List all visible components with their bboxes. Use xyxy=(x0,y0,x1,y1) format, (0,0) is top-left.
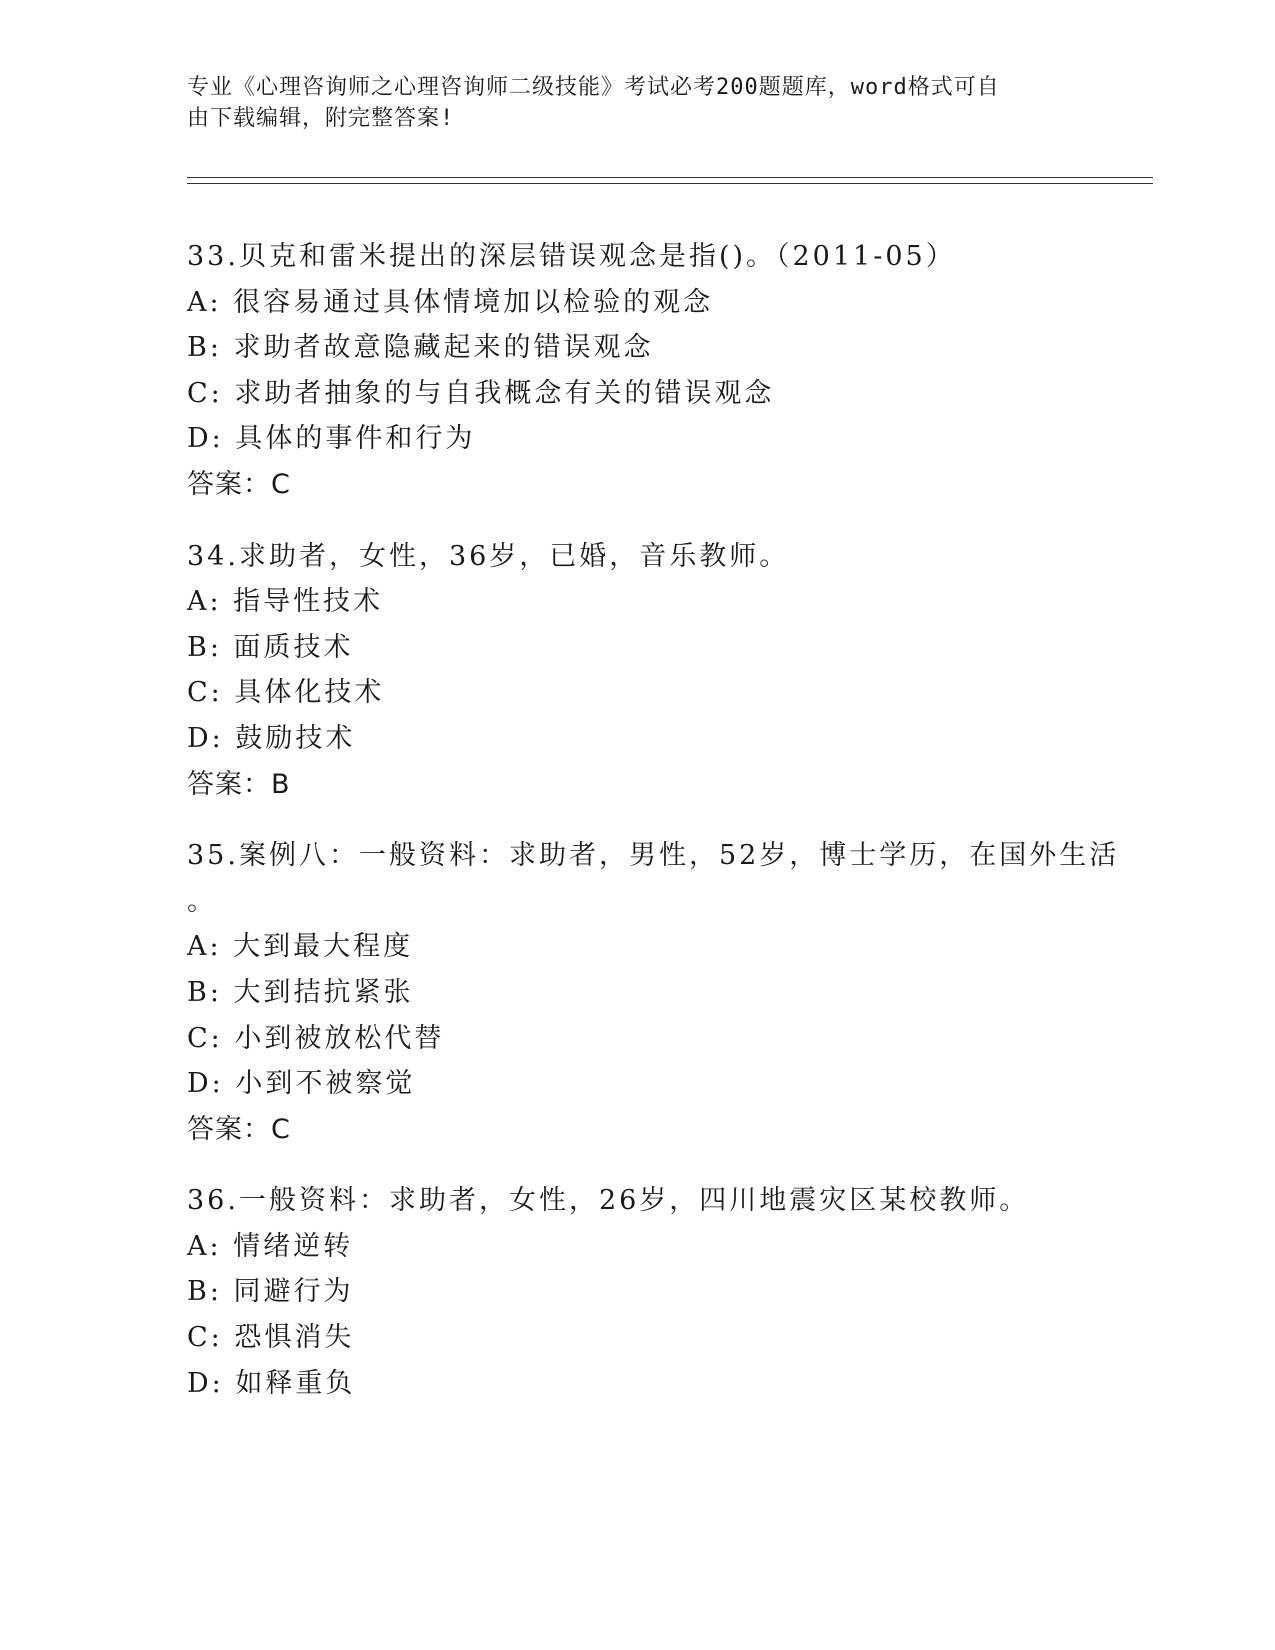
question-stem: 34.求助者，女性，36岁，已婚，音乐教师。 xyxy=(187,540,790,572)
option-d: D: 小到不被察觉 xyxy=(187,1068,416,1100)
question-stem: 35.案例八：一般资料：求助者，男性，52岁，博士学历，在国外生活 xyxy=(187,840,1120,872)
option-a: A: 情绪逆转 xyxy=(187,1230,354,1262)
option-d: D: 如释重负 xyxy=(187,1367,356,1399)
option-a: A: 很容易通过具体情境加以检验的观念 xyxy=(187,286,714,318)
question-36 xyxy=(187,1178,1127,1406)
option-b: B: 大到拮抗紧张 xyxy=(187,976,414,1008)
question-stem: 36.一般资料：求助者，女性，26岁，四川地震灾区某校教师。 xyxy=(187,1185,1030,1217)
answer: 答案：C xyxy=(187,1113,291,1145)
document-header xyxy=(187,72,1067,134)
header-divider-bottom xyxy=(187,183,1153,184)
option-b: B: 面质技术 xyxy=(187,631,354,663)
option-a: A: 大到最大程度 xyxy=(187,931,414,963)
answer: 答案：B xyxy=(187,768,291,800)
header-line-2: 由下载编辑，附完整答案! xyxy=(187,106,455,131)
header-divider-top xyxy=(187,177,1153,178)
option-b: B: 同避行为 xyxy=(187,1276,354,1308)
header-line-1: 专业《心理咨询师之心理咨询师二级技能》考试必考200题题库，word格式可自 xyxy=(187,75,1000,100)
option-d: D: 鼓励技术 xyxy=(187,722,356,754)
question-34 xyxy=(187,534,1127,808)
question-35 xyxy=(187,833,1127,1152)
option-c: C: 具体化技术 xyxy=(187,677,385,709)
question-33 xyxy=(187,234,1127,508)
option-c: C: 求助者抽象的与自我概念有关的错误观念 xyxy=(187,377,775,409)
question-stem-continuation: 。 xyxy=(187,885,217,917)
question-list xyxy=(187,234,1127,1432)
option-b: B: 求助者故意隐藏起来的错误观念 xyxy=(187,332,654,364)
option-c: C: 恐惧消失 xyxy=(187,1322,355,1354)
option-d: D: 具体的事件和行为 xyxy=(187,423,476,455)
option-c: C: 小到被放松代替 xyxy=(187,1022,445,1054)
option-a: A: 指导性技术 xyxy=(187,586,384,618)
answer: 答案：C xyxy=(187,468,291,500)
question-stem: 33.贝克和雷米提出的深层错误观念是指()。（2011-05） xyxy=(187,241,956,272)
